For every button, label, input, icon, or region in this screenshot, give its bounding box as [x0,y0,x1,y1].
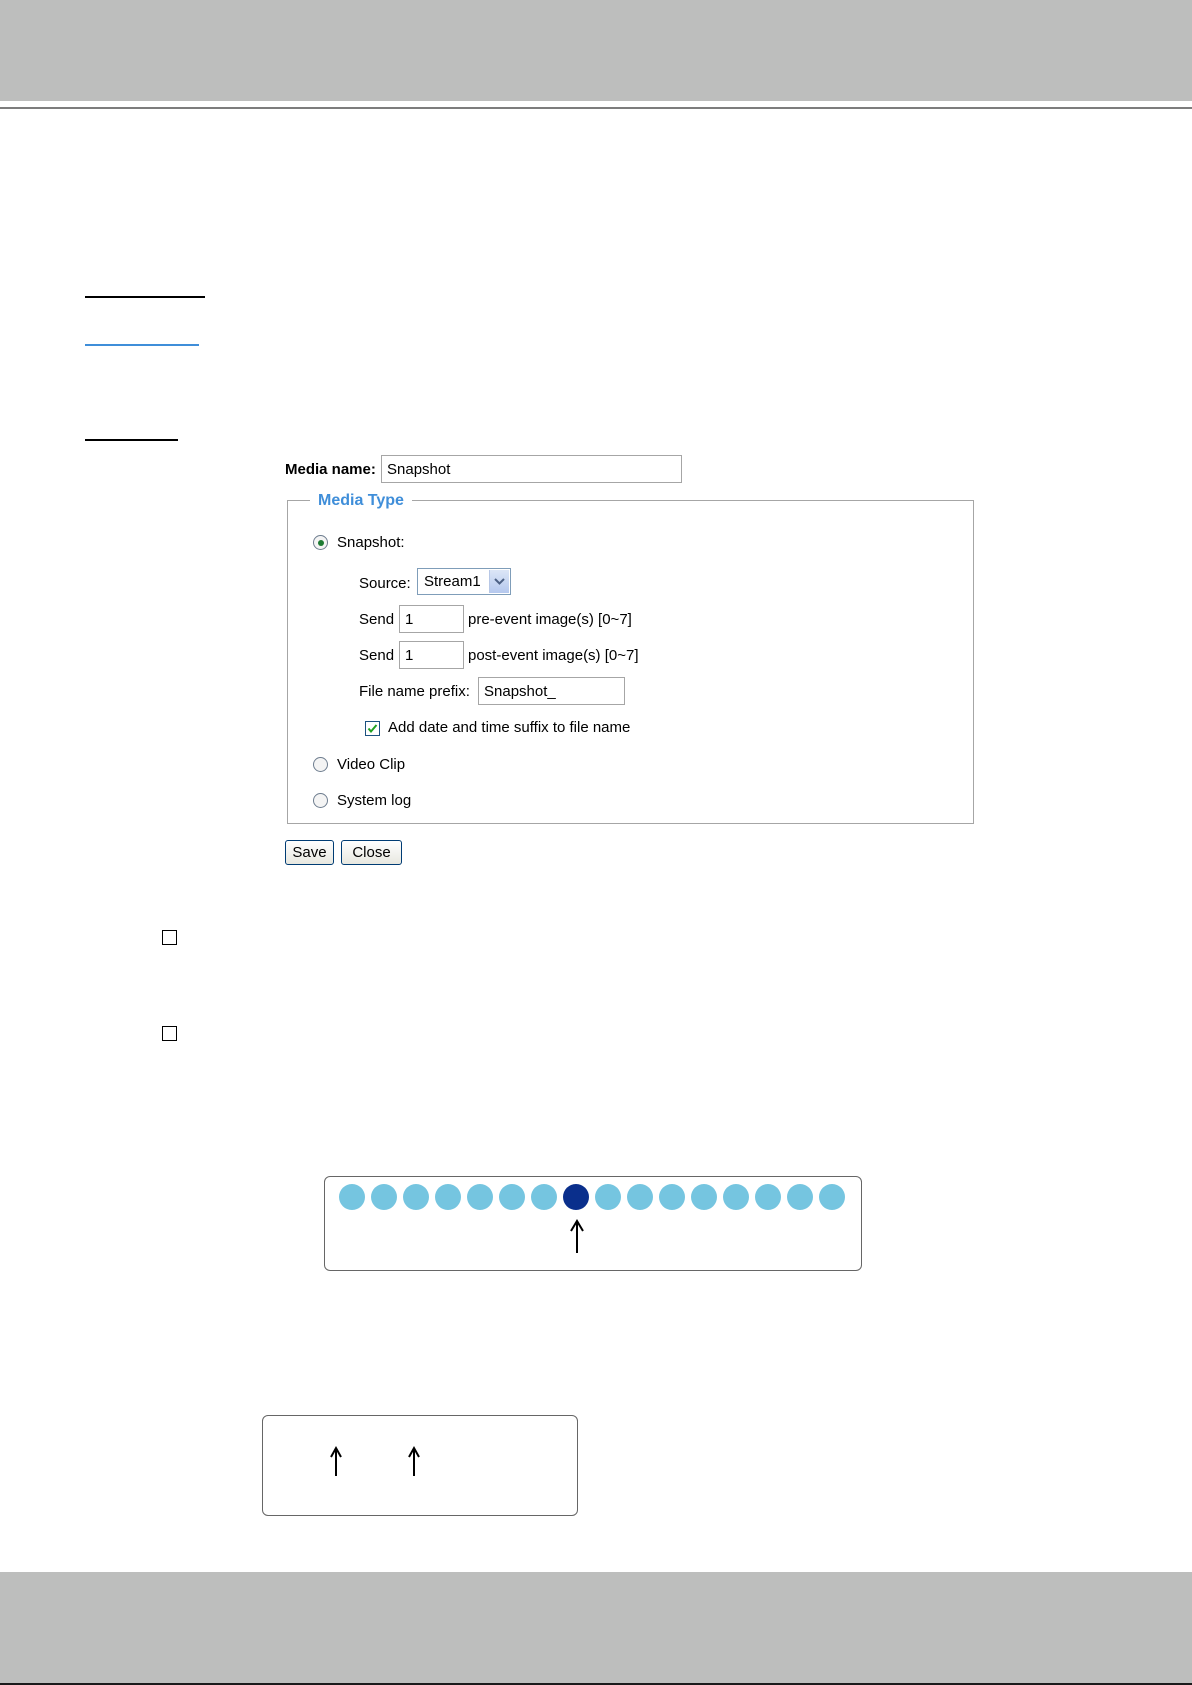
media-type-legend: Media Type [310,491,412,511]
file-prefix-input[interactable] [478,677,625,705]
pre-send-label: Send [359,611,395,628]
add-suffix-checkbox[interactable] [365,721,380,736]
interval-diagram [262,1415,578,1516]
radio-selected-dot [318,540,324,546]
page-header-band [0,0,1192,101]
square-bullet-1 [162,930,177,945]
media-name-input[interactable] [381,455,682,483]
system-log-radio[interactable] [313,793,328,808]
post-send-label: Send [359,647,395,664]
header-rule [0,107,1192,109]
image-circle [723,1184,749,1210]
source-select-value: Stream1 [424,573,481,590]
image-circle [499,1184,525,1210]
interval-graphic [263,1416,577,1515]
image-circle [755,1184,781,1210]
image-circle [531,1184,557,1210]
image-circle [435,1184,461,1210]
arrow-up-icon [331,1448,341,1476]
snapshot-radio[interactable] [313,535,328,550]
event-image-circle [563,1184,589,1210]
close-button[interactable]: Close [341,840,402,865]
file-prefix-label: File name prefix: [359,683,470,700]
image-circle [691,1184,717,1210]
image-circle [627,1184,653,1210]
section-underline-1 [85,296,205,298]
snapshot-label: Snapshot: [337,534,405,551]
square-bullet-2 [162,1026,177,1041]
video-clip-radio[interactable] [313,757,328,772]
timeline-diagram [324,1176,862,1271]
checkmark-icon [366,722,379,735]
add-suffix-label: Add date and time suffix to file name [388,719,631,736]
pre-event-input[interactable] [399,605,464,633]
image-circle [403,1184,429,1210]
system-log-label: System log [337,792,412,809]
pre-event-label: pre-event image(s) [0~7] [468,611,632,628]
media-name-label: Media name: [285,461,376,478]
video-clip-label: Video Clip [337,756,406,773]
save-button[interactable]: Save [285,840,334,865]
link-underline[interactable] [85,344,199,346]
image-circle [819,1184,845,1210]
source-label: Source: [359,575,411,592]
page-footer-band [0,1572,1192,1683]
post-event-label: post-event image(s) [0~7] [468,647,639,664]
image-circle [659,1184,685,1210]
image-circle [787,1184,813,1210]
section-underline-2 [85,439,178,441]
timeline-graphic [325,1177,861,1270]
image-circle [339,1184,365,1210]
image-circle [595,1184,621,1210]
arrow-up-icon [409,1448,419,1476]
post-event-input[interactable] [399,641,464,669]
image-circle [467,1184,493,1210]
arrow-up-icon [571,1221,583,1253]
source-select[interactable] [417,568,511,595]
image-circle [371,1184,397,1210]
chevron-down-icon[interactable] [489,570,509,593]
